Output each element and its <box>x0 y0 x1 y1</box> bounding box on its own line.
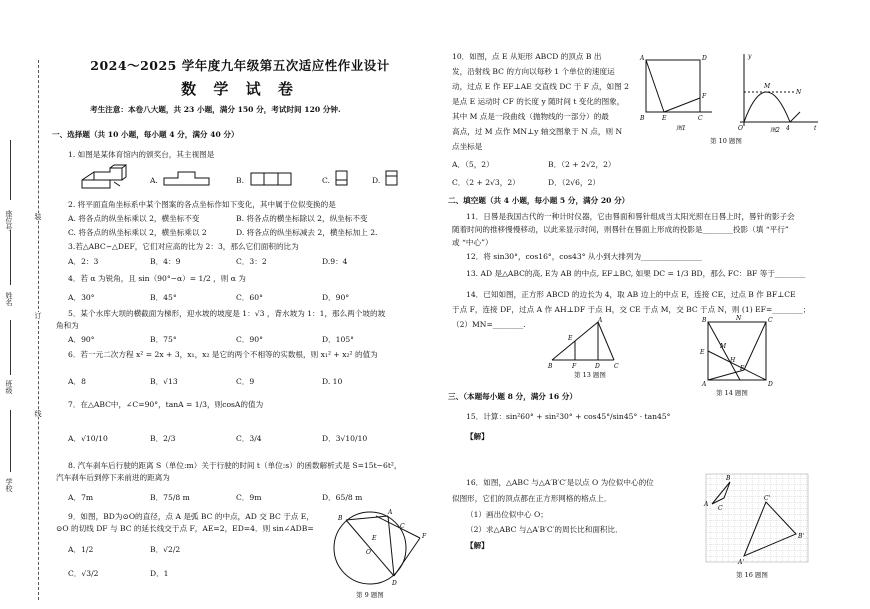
question-11: 11．日晷是我国古代的一种计时仪器，它由晷面和晷针组成当太阳光照在日晷上时，晷针的影子会 <box>466 212 795 221</box>
svg-text:C: C <box>698 115 703 122</box>
q10-caption: 第 10 题图 <box>710 137 742 145</box>
svg-text:图1: 图1 <box>676 125 686 132</box>
q10-figure-1 <box>640 52 720 132</box>
svg-text:y: y <box>748 53 752 60</box>
svg-text:M: M <box>764 83 771 90</box>
question-1: 1. 如图是某体育馆内的颁奖台，其主视图是 <box>68 150 215 159</box>
q5-option-d[interactable]: D．105° <box>322 335 354 344</box>
question-11-l2: 随着时间的推移慢慢移动，以此来显示时间，则晷针在晷面上形成的投影是________投影（填 “平行” <box>452 225 789 234</box>
svg-text:D: D <box>768 381 773 388</box>
svg-text:C: C <box>400 523 405 530</box>
svg-text:B: B <box>640 115 645 122</box>
question-10: 10．如图，点 E 从矩形 ABCD 的顶点 B 出 <box>452 52 602 61</box>
question-4: 4．若 α 为锐角，且 sin（90°−α）= 1/2 ，则 α 为 <box>68 274 246 283</box>
q1-option-d-figure <box>385 170 399 186</box>
svg-text:D: D <box>595 363 600 370</box>
q2-option-c[interactable]: C. 将各点的纵坐标乘以 2，横坐标乘以 2 <box>68 228 207 237</box>
q10-option-b[interactable]: B．（2 + 2√2，2） <box>548 160 616 169</box>
q1-option-a[interactable]: A. <box>150 176 158 185</box>
exam-notice: 考生注意：本卷八大题，共 23 小题，满分 150 分，考试时间 120 分钟. <box>90 105 341 114</box>
q5-option-a[interactable]: A．90° <box>68 335 95 344</box>
q2-option-a[interactable]: A. 将各点的纵坐标乘以 2，横坐标不变 <box>68 214 200 223</box>
q9-option-d[interactable]: D．1 <box>150 569 169 578</box>
svg-text:H: H <box>730 357 736 364</box>
svg-text:4: 4 <box>786 125 790 132</box>
question-10-l3: 动，过点 E 作 EF⊥AE 交直线 DC 于 F 点，如图 2 <box>452 82 629 91</box>
school-label: 学校 <box>5 478 13 492</box>
q10-option-d[interactable]: D．（2√6，2） <box>548 178 600 187</box>
podium-figure <box>80 164 130 194</box>
q8-option-a[interactable]: A．7m <box>68 493 94 502</box>
svg-text:C: C <box>718 505 723 512</box>
question-2: 2. 将平面直角坐标系中某个图案的各点坐标作如下变化，其中属于位似变换的是 <box>68 200 336 209</box>
question-8: 8. 汽车刹车后行驶的距离 S（单位:m）关于行驶的时间 t（单位:s）的函数解析式是 S=15t−6t²， <box>68 461 402 470</box>
svg-text:E: E <box>700 349 705 356</box>
q3-option-a[interactable]: A．2：3 <box>68 257 99 266</box>
q7-option-b[interactable]: B．2/3 <box>150 434 176 443</box>
name-field[interactable] <box>10 230 11 285</box>
svg-text:N: N <box>736 315 742 322</box>
question-13: 13. AD 是△ABC的高, E为 AB 的中点, EF⊥BC, 如果 DC = 1/3 BD，那么 FC：BF 等于________ <box>466 269 806 278</box>
q9-circle-figure <box>328 506 428 588</box>
q2-option-b[interactable]: B. 将各点的横坐标除以 2，纵坐标不变 <box>236 214 368 223</box>
question-14: 14．已知如图，正方形 ABCD 的边长为 4，取 AB 边上的中点 E，连接 CE，过点 B 作 BF⊥CE <box>466 290 796 299</box>
q3-option-b[interactable]: B．4：9 <box>150 257 181 266</box>
question-10-l2: 发，沿射线 BC 的方向以每秒 1 个单位的速度运 <box>452 67 615 76</box>
section2-heading: 二、填空题（共 4 小题，每小题 5 分，满分 20 分） <box>448 196 630 205</box>
svg-text:E: E <box>568 335 573 342</box>
question-16-l4: （2）求△ABC 与△A′B′C′的周长比和面积比． <box>466 525 623 534</box>
seat-label: 座位号 <box>5 210 13 231</box>
name-label: 姓名 <box>5 292 13 306</box>
q10-figure-2 <box>730 52 820 134</box>
q5-option-c[interactable]: C．90° <box>236 335 263 344</box>
question-16: 16．如图，△ABC 与△A′B′C′是以点 O 为位似中心的位 <box>466 478 654 487</box>
question-7: 7．在△ABC中，∠C=90°，tanA = 1/3，则cosA的值为 <box>68 400 264 409</box>
svg-text:A': A' <box>738 559 744 566</box>
q4-option-c[interactable]: C．60° <box>236 293 263 302</box>
svg-text:图2: 图2 <box>770 127 780 134</box>
q7-option-c[interactable]: C．3/4 <box>236 434 262 443</box>
question-10-l4: 是点 E 运动时 CF 的长度 y 随时间 t 变化的图象， <box>452 97 625 106</box>
svg-text:D: D <box>392 580 397 587</box>
q13-triangle-figure <box>548 318 628 368</box>
q16-grid-figure <box>704 472 814 567</box>
question-9-cont: ⊙O 的切线 DF 与 BC 的延长线交于点 F，AE=2，ED=4．则 sin∠ADB= <box>56 524 314 533</box>
question-5: 5．某个水库大坝的横截面为梯形，迎水坡的坡度是 1：√3 ，背水坡为 1：1，那么两个坡的坡 <box>68 309 386 318</box>
question-10-l7: 点坐标是 <box>452 142 483 151</box>
q3-option-d[interactable]: D.9：4 <box>322 257 348 266</box>
page-subtitle: 数 学 试 卷 <box>181 80 299 98</box>
svg-text:O: O <box>366 549 371 556</box>
binding-zhuang: 装 <box>34 213 42 220</box>
q9-caption: 第 9 题图 <box>356 591 384 599</box>
q1-option-b-figure <box>250 172 295 186</box>
question-14-l2: 于点 F，连接 DF，过点 A 作 AH⊥DF 于点 H，交 CE 于点 M，交 BC 于点 N，则 (1) EF=________； <box>452 305 811 314</box>
q9-option-b[interactable]: B．√2/2 <box>150 545 181 554</box>
svg-text:B': B' <box>798 533 805 540</box>
q4-option-b[interactable]: B．45° <box>150 293 177 302</box>
svg-text:A: A <box>388 509 393 516</box>
q6-option-b[interactable]: B．√13 <box>150 377 178 386</box>
q1-option-c-figure <box>335 170 349 186</box>
q1-option-d[interactable]: D. <box>372 176 381 185</box>
q9-option-c[interactable]: C．√3/2 <box>68 569 99 578</box>
q16-answer-label: 【解】 <box>466 541 489 550</box>
q2-option-d[interactable]: D. 将各点的纵坐标减去 2，横坐标加上 2. <box>236 228 378 237</box>
question-5-cont: 角和为 <box>56 321 79 330</box>
svg-text:E: E <box>372 535 377 542</box>
question-9: 9．如图，BD为⊙O的直径，点 A 是弧 BC 的中点，AD 交 BC 于点 E， <box>68 512 314 521</box>
svg-text:B: B <box>548 363 553 370</box>
svg-text:A: A <box>704 501 709 508</box>
class-label: 班级 <box>5 380 13 394</box>
svg-text:F: F <box>422 533 427 540</box>
q4-option-a[interactable]: A．30° <box>68 293 95 302</box>
svg-text:C: C <box>768 317 773 324</box>
q3-option-c[interactable]: C．3：2 <box>236 257 267 266</box>
q5-option-b[interactable]: B．75° <box>150 335 177 344</box>
svg-text:C': C' <box>764 495 771 502</box>
question-16-l3: （1）画出位似中心 O； <box>466 510 548 519</box>
q6-option-c[interactable]: C．9 <box>236 377 255 386</box>
q14-square-figure <box>700 316 780 386</box>
q8-option-b[interactable]: B．75/8 m <box>150 493 190 502</box>
binding-xian: 线 <box>34 410 42 417</box>
svg-text:A: A <box>640 55 645 62</box>
question-14-l3: （2）MN=________. <box>452 320 526 329</box>
svg-text:O: O <box>738 125 743 132</box>
binding-ding: 订 <box>34 312 42 319</box>
q9-option-a[interactable]: A．1/2 <box>68 545 94 554</box>
svg-text:N: N <box>796 89 802 96</box>
q8-option-d[interactable]: D．65/8 m <box>322 493 363 502</box>
q8-option-c[interactable]: C．9m <box>236 493 262 502</box>
question-15: 15．计算：sin²60° + sin²30° + cos45°/sin45° · tan45° <box>466 412 671 421</box>
svg-text:B: B <box>726 475 731 482</box>
svg-text:F: F <box>702 93 707 100</box>
section3-heading: 三、（本题每小题 8 分，满分 16 分） <box>448 392 577 401</box>
svg-text:A: A <box>702 381 707 388</box>
svg-text:E: E <box>662 115 667 122</box>
svg-text:M: M <box>720 343 727 350</box>
q15-answer-label: 【解】 <box>466 432 489 441</box>
q7-option-d[interactable]: D．3√10/10 <box>322 434 368 443</box>
q4-option-d[interactable]: D．90° <box>322 293 350 302</box>
q1-option-a-figure <box>163 170 213 186</box>
q6-option-a[interactable]: A．8 <box>68 377 86 386</box>
svg-text:F: F <box>572 363 577 370</box>
section1-heading: 一、选择题（共 10 小题，每小题 4 分，满分 40 分） <box>52 130 239 139</box>
question-10-l6: 高点，过 M 点作 MN⊥y 轴交图象于 N 点，则 N <box>452 127 623 136</box>
seat-field[interactable] <box>10 140 11 200</box>
q7-option-a[interactable]: A．√10/10 <box>68 434 108 443</box>
svg-text:B: B <box>338 515 343 522</box>
q13-caption: 第 13 题图 <box>574 371 606 379</box>
q10-option-a[interactable]: A．（5，2） <box>452 160 494 169</box>
page-title: 2024～2025 学年度九年级第五次适应性作业设计 <box>90 58 390 73</box>
class-field[interactable] <box>10 320 11 375</box>
q16-caption: 第 16 题图 <box>736 571 768 579</box>
q14-caption: 第 14 题图 <box>716 389 748 397</box>
question-8-cont: 汽车刹车后到停下来前进的距离为 <box>56 473 170 482</box>
svg-text:B: B <box>702 317 707 324</box>
question-11-l3: 或 “中心”） <box>452 238 493 247</box>
school-field[interactable] <box>10 410 11 472</box>
svg-text:t: t <box>814 125 817 132</box>
question-3: 3.若△ABC∽△DEF，它们对应高的比为 2：3，那么它们面积的比为 <box>68 242 299 251</box>
question-16-l2: 似图形，它们的顶点都在正方形网格的格点上． <box>452 494 612 503</box>
svg-text:C: C <box>614 363 619 370</box>
svg-text:A: A <box>598 317 603 324</box>
question-6: 6．若一元二次方程 x² = 2x + 3，x₁，x₂ 是它的两个不相等的实数根，则 x₁² + x₂² 的值为 <box>68 350 378 359</box>
question-10-l5: 其中 M 点是一段曲线（抛物线的一部分）的最 <box>452 112 609 121</box>
q1-option-b[interactable]: B. <box>236 176 244 185</box>
q6-option-d[interactable]: D. 10 <box>322 377 343 386</box>
q1-option-c[interactable]: C. <box>322 176 330 185</box>
binding-line <box>38 60 39 600</box>
svg-text:D: D <box>702 55 707 62</box>
q10-option-c[interactable]: C．（2 + 2√3，2） <box>452 178 520 187</box>
question-12: 12．将 sin30°，cos16°，cos43° 从小到大排列为________________ <box>466 252 702 261</box>
svg-text:F: F <box>740 365 745 372</box>
